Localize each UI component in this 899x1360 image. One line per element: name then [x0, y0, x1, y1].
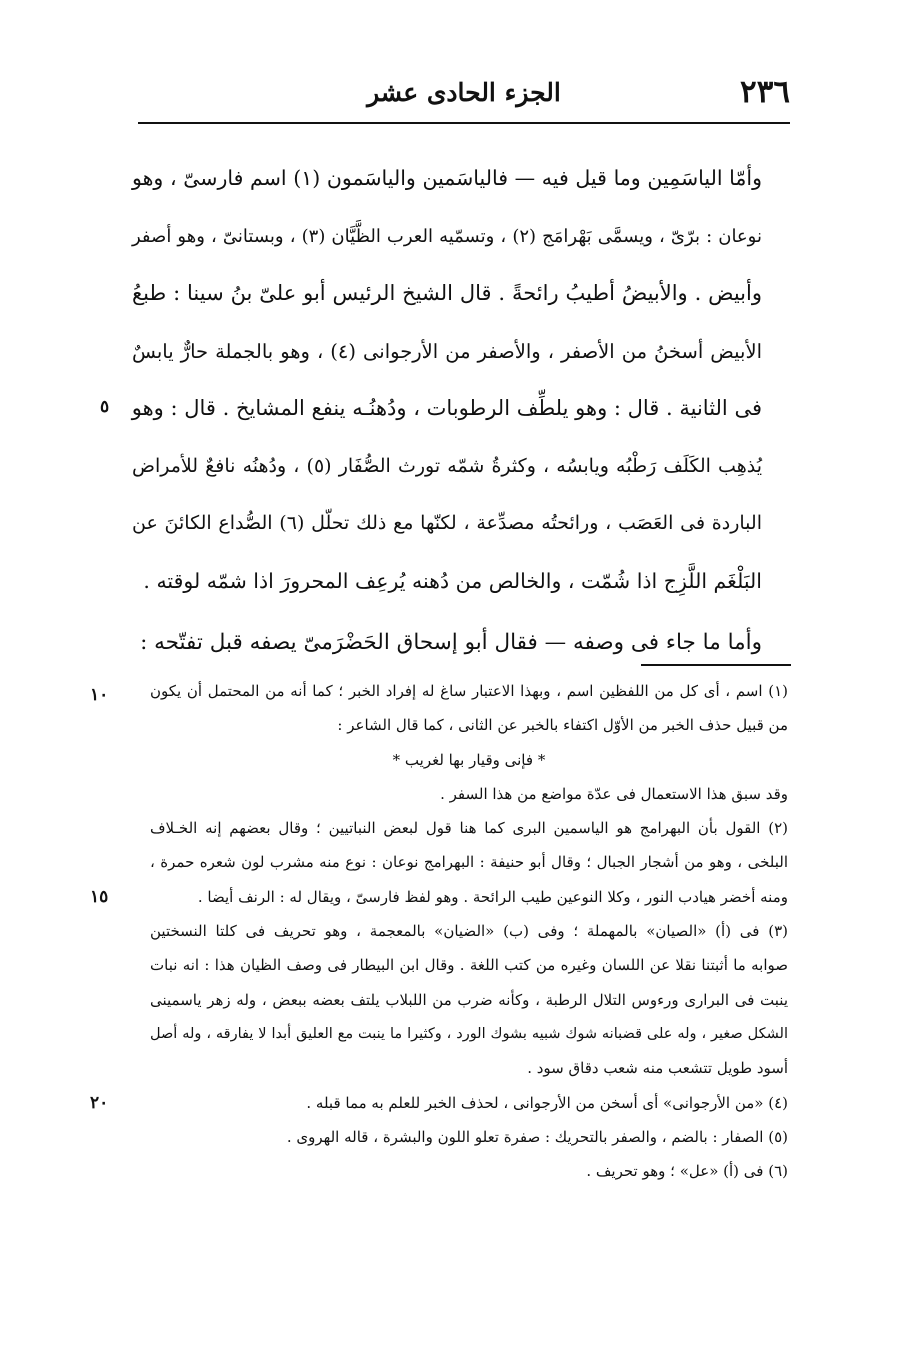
footnote-line: ومنه أخضر هيادب النور ، وكلا النوعين طيب الرائحة . وهو لفظ فارسىّ ، ويقال له : الرنف أيضا .: [197, 887, 788, 906]
section-heading: وأما ما جاء فى وصفه — فقال أبو إسحاق الحَضْرَمىّ يصفه قبل تفتّحه :: [140, 630, 762, 655]
main-line: فى الثانية . قال : وهو يلطِّف الرطوبات ، ودُهنُـه ينفع المشايخ . قال : وهو: [131, 396, 762, 420]
footnote-line: (١) اسم ، أى كل من اللفظين اسم ، وبهذا الاعتبار ساغ له إفراد الخبر ؛ كما أنه من المحتمل أن يكون: [150, 682, 788, 700]
footnote-line: من قبيل حذف الخبر من الأوّل اكتفاء بالخبر عن الثانى ، كما قال الشاعر :: [337, 716, 788, 735]
footnote-line: (٢) القول بأن البهرامج هو الياسمين البرى كما هنا قول لبعض النباتيين ؛ وقال بعضهم إنه الخـلاف: [150, 819, 788, 838]
line-number-marker: ٥: [100, 397, 110, 417]
main-line: الباردة فى العَصَب ، ورائحتُه مصدِّعة ، لكنّها مع ذلك تحلّل (٦) الصُّداع الكائنَ عن: [132, 512, 762, 534]
line-number-marker: ١٥: [90, 887, 109, 907]
page-header: [138, 72, 790, 116]
main-text: [132, 150, 762, 672]
footnote-line: (٤) «من الأرجوانى» أى أسخن من الأرجوانى ، لحذف الخبر للعلم به مما قبله .: [306, 1093, 788, 1112]
footnote-line: (٣) فى (أ) «الصيان» بالمهملة ؛ وفى (ب) «الضيان» بالمعجمة ، وهو تحريف فى كلتا النسختين: [150, 922, 788, 941]
footnote-line: (٥) الصفار : بالضم ، والصفر بالتحريك : صفرة تعلو اللون والبشرة ، قاله الهروى .: [286, 1127, 788, 1146]
line-number-marker: ١٠: [90, 685, 109, 705]
footnote-line: أسود طويل تتشعب منه شعب دقاق سود .: [527, 1059, 788, 1078]
footnote-line: الشكل صغير ، وله على قضبانه شوك شبيه بشوك الورد ، وكثيرا ما ينبت مع العليق أبدا لا يفارقه ، وله أصل: [150, 1025, 788, 1042]
footnote-line: البلخى ، وهو من أشجار الجبال ؛ وقال أبو حنيفة : البهرامج نوعان : نوع منه مشرب لون شعره حمرة ،: [150, 853, 788, 872]
page-number: ٢٣٦: [740, 74, 790, 110]
footnote-rule: [641, 664, 791, 666]
main-line: البَلْغَم اللَّزِج اذا شُمّت ، والخالص من دُهنه يُرعِف المحرورَ اذا شمّه لوقته .: [143, 568, 762, 593]
footnote-line: ينبت فى البرارى ورءوس التلال الرطبة ، وكأنه ضرب من اللبلاب يلتف بعضه ببعض ، وله زهر ياسمينى: [150, 990, 788, 1009]
footnote-line: صوابه ما أثبتنا نقلا عن اللسان وغيره من كتب اللغة . وقال ابن البيطار فى وصف الظيان هذا : انه نبات: [150, 956, 788, 975]
main-line: نوعان : برّىّ ، ويسمَّى بَهْرامَج (٢) ، وتسمّيه العرب الظَّيَّان (٣) ، وبستانىّ ، وهو أصفر: [132, 225, 762, 247]
running-title: الجزء الحادى عشر: [367, 78, 561, 107]
footnote-line: وقد سبق هذا الاستعمال فى عدّة مواضع من هذا السفر .: [440, 784, 788, 803]
footnotes: [150, 674, 788, 1188]
main-line: وأبيض . والأبيضُ أطيبُ رائحةً . قال الشيخ الرئيس أبو علىّ بنُ سينا : طبعُ: [132, 281, 762, 305]
main-line: وأمّا الياسَمِين وما قيل فيه — فالياسَمين والياسَمون (١) اسم فارسىّ ، وهو: [132, 166, 762, 190]
footnote-line: (٦) فى (أ) «عل» ؛ وهو تحريف .: [586, 1162, 788, 1181]
main-line: يُذهِب الكَلَف رَطْبُه ويابسُه ، وكثرةُ شمّه تورث الصُّفَار (٥) ، ودُهنُه نافعٌ للأمراض: [132, 454, 762, 477]
main-line: الأبيض أسخنُ من الأصفر ، والأصفر من الأرجوانى (٤) ، وهو بالجملة حارٌّ يابسٌ: [132, 339, 762, 363]
header-rule: [138, 122, 790, 124]
line-number-marker: ٢٠: [90, 1093, 109, 1113]
verse-quote: * فإنى وقيار بها لغريب *: [392, 750, 546, 769]
